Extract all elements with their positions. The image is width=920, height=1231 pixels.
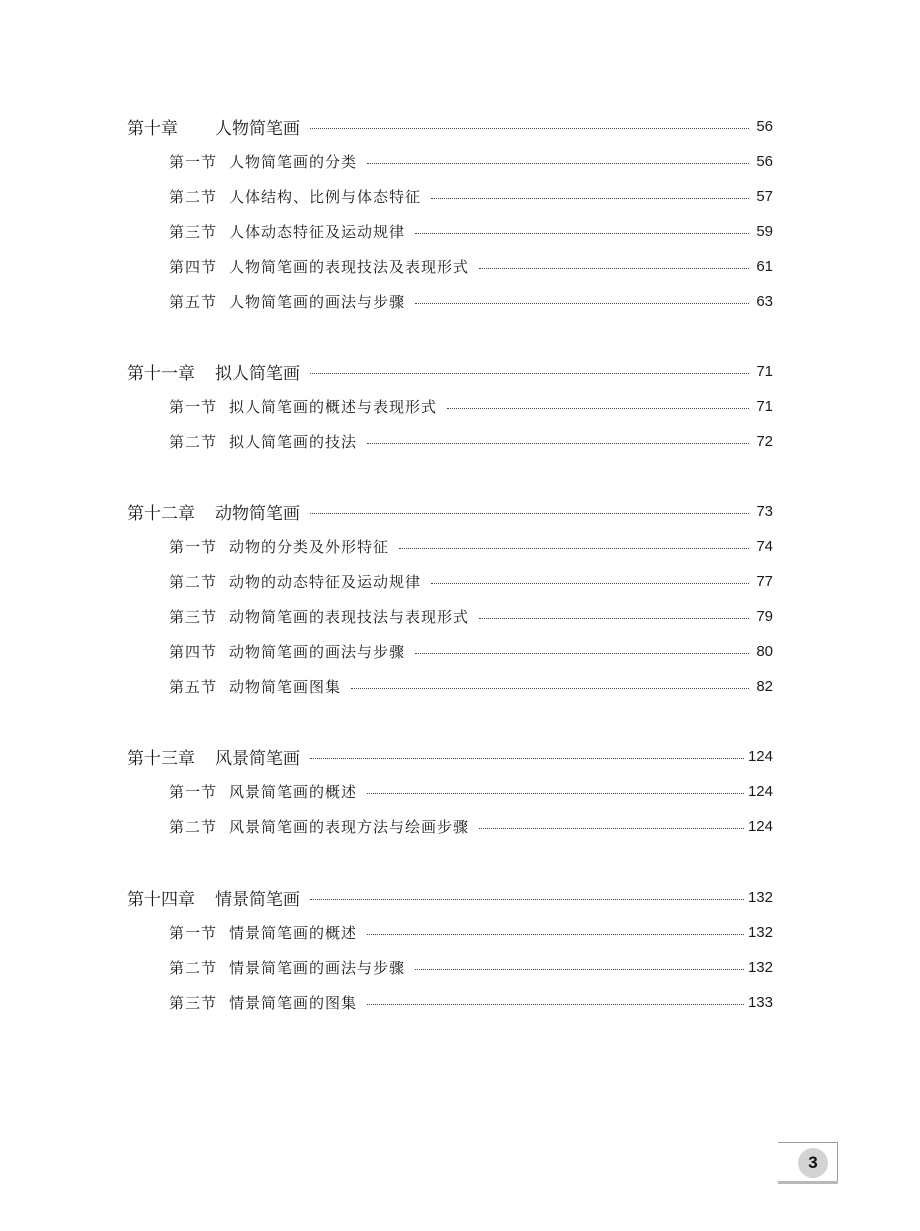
page-number-tab-bar: [778, 1181, 838, 1184]
section-number: 第一节: [169, 537, 218, 556]
toc-chapter-entry[interactable]: [127, 112, 773, 140]
toc-section-entry[interactable]: [169, 287, 773, 315]
chapter-number: 第十三章: [127, 748, 195, 769]
section-title: 动物的动态特征及运动规律: [229, 572, 422, 591]
chapter-title: 拟人简笔画: [215, 363, 300, 384]
dot-leader: [415, 233, 749, 234]
chapter-number: 第十四章: [127, 889, 195, 910]
dot-leader: [415, 969, 744, 970]
section-title: 动物的分类及外形特征: [229, 537, 390, 556]
dot-leader: [479, 268, 749, 269]
toc-section-entry[interactable]: [169, 672, 773, 700]
chapter-page-number: 56: [756, 117, 773, 135]
section-title: 动物简笔画的表现技法与表现形式: [229, 607, 470, 626]
dot-leader: [310, 373, 749, 374]
section-title: 人物简笔画的画法与步骤: [229, 292, 406, 311]
dot-leader: [367, 934, 744, 935]
dot-leader: [367, 443, 749, 444]
toc-section-entry[interactable]: [169, 427, 773, 455]
toc-section-entry[interactable]: [169, 252, 773, 280]
section-page-number: 132: [747, 923, 773, 941]
chapter-title: 人物简笔画: [215, 118, 300, 139]
section-title: 拟人简笔画的概述与表现形式: [229, 397, 438, 416]
section-number: 第五节: [169, 292, 218, 311]
section-page-number: 56: [756, 152, 773, 170]
section-title: 动物简笔画图集: [229, 677, 342, 696]
section-number: 第二节: [169, 817, 218, 836]
section-number: 第三节: [169, 993, 218, 1012]
toc-section-entry[interactable]: [169, 182, 773, 210]
section-page-number: 133: [747, 993, 773, 1011]
section-number: 第一节: [169, 923, 218, 942]
section-title: 情景简笔画的概述: [229, 923, 358, 942]
chapter-page-number: 132: [747, 888, 773, 906]
section-page-number: 57: [756, 187, 773, 205]
section-page-number: 72: [756, 432, 773, 450]
dot-leader: [479, 828, 744, 829]
toc-section-entry[interactable]: [169, 918, 773, 946]
dot-leader: [367, 1004, 744, 1005]
section-number: 第一节: [169, 397, 218, 416]
toc-section-entry[interactable]: [169, 532, 773, 560]
chapter-number: 第十章: [127, 118, 178, 139]
chapter-number: 第十二章: [127, 503, 195, 524]
section-page-number: 74: [756, 537, 773, 555]
section-number: 第三节: [169, 222, 218, 241]
section-page-number: 77: [756, 572, 773, 590]
dot-leader: [479, 618, 749, 619]
section-page-number: 124: [747, 782, 773, 800]
dot-leader: [310, 513, 749, 514]
toc-section-entry[interactable]: [169, 953, 773, 981]
dot-leader: [367, 793, 744, 794]
toc-section-entry[interactable]: [169, 217, 773, 245]
section-title: 人物简笔画的分类: [229, 152, 358, 171]
toc-section-entry[interactable]: [169, 637, 773, 665]
toc-chapter-entry[interactable]: [127, 883, 773, 911]
section-number: 第四节: [169, 642, 218, 661]
chapter-title: 动物简笔画: [215, 503, 300, 524]
toc-chapter-entry[interactable]: [127, 497, 773, 525]
dot-leader: [310, 128, 749, 129]
section-number: 第一节: [169, 782, 218, 801]
section-number: 第四节: [169, 257, 218, 276]
chapter-title: 风景简笔画: [215, 748, 300, 769]
section-page-number: 80: [756, 642, 773, 660]
section-number: 第五节: [169, 677, 218, 696]
section-number: 第二节: [169, 432, 218, 451]
section-title: 人体动态特征及运动规律: [229, 222, 406, 241]
chapter-page-number: 73: [756, 502, 773, 520]
toc-chapter-entry[interactable]: [127, 742, 773, 770]
section-title: 风景简笔画的表现方法与绘画步骤: [229, 817, 470, 836]
toc-section-entry[interactable]: [169, 392, 773, 420]
dot-leader: [367, 163, 749, 164]
dot-leader: [415, 653, 749, 654]
section-title: 情景简笔画的图集: [229, 993, 358, 1012]
section-number: 第二节: [169, 572, 218, 591]
section-page-number: 82: [756, 677, 773, 695]
chapter-page-number: 71: [756, 362, 773, 380]
toc-section-entry[interactable]: [169, 147, 773, 175]
toc-section-entry[interactable]: [169, 567, 773, 595]
section-page-number: 124: [747, 817, 773, 835]
page-number: 3: [798, 1148, 828, 1178]
toc-section-entry[interactable]: [169, 812, 773, 840]
chapter-title: 情景简笔画: [215, 889, 300, 910]
toc-section-entry[interactable]: [169, 602, 773, 630]
section-number: 第三节: [169, 607, 218, 626]
section-number: 第一节: [169, 152, 218, 171]
toc-section-entry[interactable]: [169, 988, 773, 1016]
section-page-number: 132: [747, 958, 773, 976]
section-page-number: 63: [756, 292, 773, 310]
section-title: 人体结构、比例与体态特征: [229, 187, 422, 206]
dot-leader: [447, 408, 749, 409]
toc-chapter-entry[interactable]: [127, 357, 773, 385]
section-number: 第二节: [169, 958, 218, 977]
dot-leader: [310, 899, 744, 900]
toc-section-entry[interactable]: [169, 777, 773, 805]
dot-leader: [431, 583, 749, 584]
section-title: 情景简笔画的画法与步骤: [229, 958, 406, 977]
chapter-page-number: 124: [747, 747, 773, 765]
chapter-number: 第十一章: [127, 363, 195, 384]
section-title: 人物简笔画的表现技法及表现形式: [229, 257, 470, 276]
dot-leader: [431, 198, 749, 199]
section-title: 拟人简笔画的技法: [229, 432, 358, 451]
section-page-number: 79: [756, 607, 773, 625]
dot-leader: [415, 303, 749, 304]
section-title: 动物简笔画的画法与步骤: [229, 642, 406, 661]
section-title: 风景简笔画的概述: [229, 782, 358, 801]
section-page-number: 59: [756, 222, 773, 240]
dot-leader: [399, 548, 749, 549]
section-number: 第二节: [169, 187, 218, 206]
section-page-number: 61: [756, 257, 773, 275]
dot-leader: [310, 758, 744, 759]
dot-leader: [351, 688, 749, 689]
section-page-number: 71: [756, 397, 773, 415]
